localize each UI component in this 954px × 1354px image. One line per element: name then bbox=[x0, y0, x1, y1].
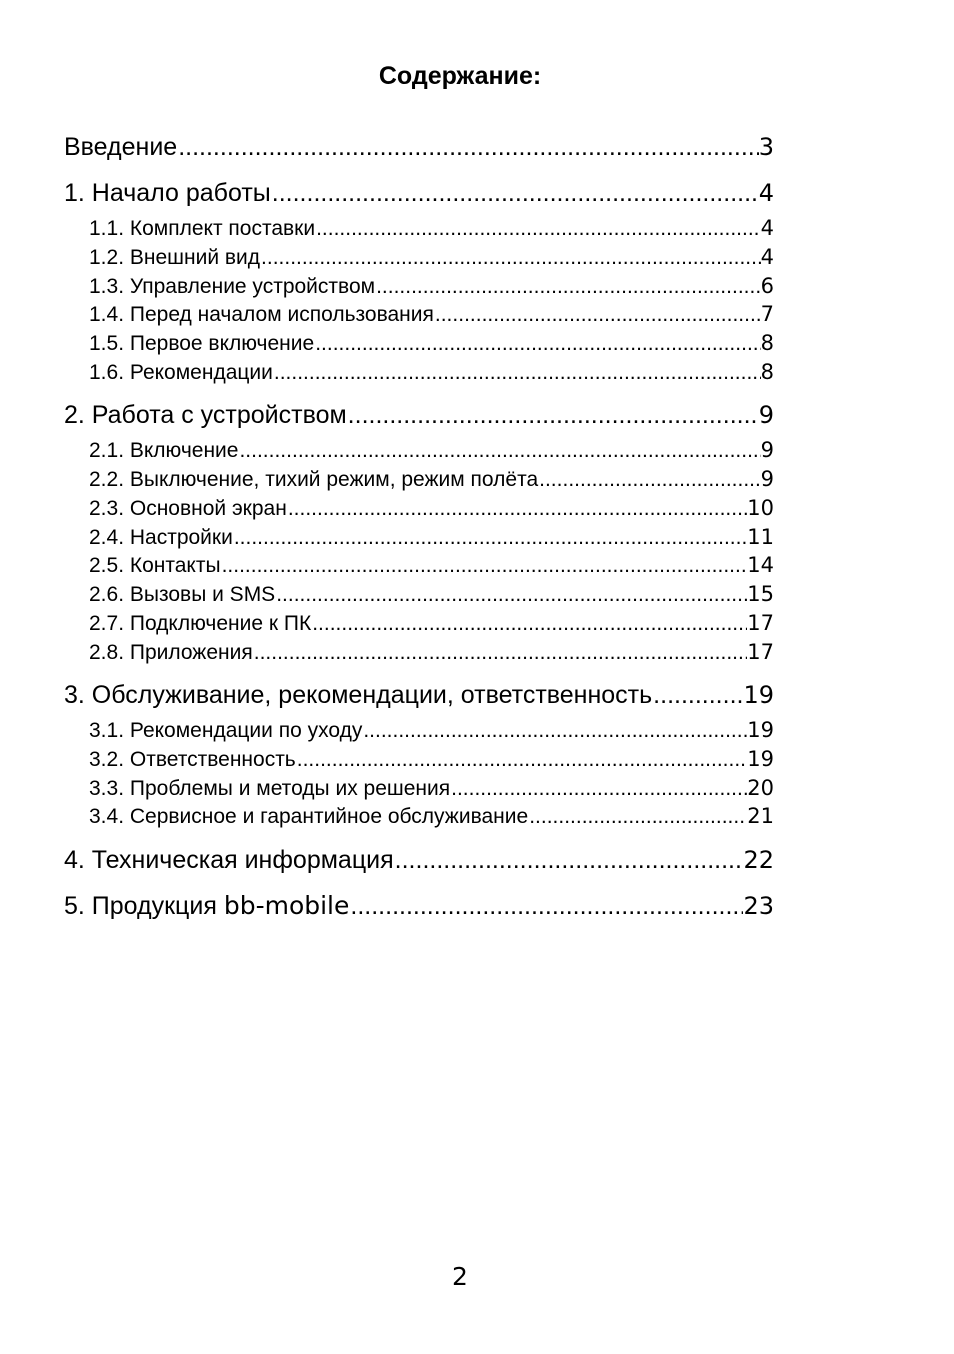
toc-leader-dots bbox=[275, 583, 747, 607]
toc-leader-dots bbox=[362, 719, 747, 743]
toc-entry-page: 19 bbox=[743, 681, 774, 709]
toc-entry-label: 1.1. Комплект поставки bbox=[89, 217, 316, 240]
page-number: 2 bbox=[452, 1262, 468, 1291]
toc-entry-label: 1.4. Перед началом использования bbox=[89, 303, 434, 326]
toc-subentry bbox=[89, 274, 774, 299]
toc-entry-label: 2.2. Выключение, тихий режим, режим полёта bbox=[89, 468, 539, 491]
toc-leader-dots bbox=[221, 554, 748, 578]
toc-entry-page: 9 bbox=[760, 467, 774, 491]
toc-leader-dots bbox=[238, 439, 760, 463]
toc-entry-label: 3.4. Сервисное и гарантийное обслуживание bbox=[89, 805, 529, 828]
toc-subentry bbox=[89, 216, 774, 241]
toc-entry bbox=[64, 179, 774, 208]
toc-subentry bbox=[89, 553, 774, 578]
toc-subentry bbox=[89, 360, 774, 385]
toc-subentry bbox=[89, 525, 774, 550]
toc-subentry bbox=[89, 245, 774, 270]
toc-leader-dots bbox=[296, 748, 748, 772]
toc-entry bbox=[64, 846, 774, 875]
toc-subentry bbox=[89, 747, 774, 772]
toc-subentry bbox=[89, 640, 774, 665]
toc-leader-dots bbox=[347, 401, 759, 430]
toc-leader-dots bbox=[177, 133, 759, 162]
toc-leader-dots bbox=[434, 303, 761, 327]
toc-entry-label: 1.5. Первое включение bbox=[89, 332, 315, 355]
toc-entry-label: 2.6. Вызовы и SMS bbox=[89, 583, 276, 606]
toc-entry-label: 1. Начало работы bbox=[64, 179, 271, 207]
toc-leader-dots bbox=[375, 275, 761, 299]
toc-entry-label: 2.8. Приложения bbox=[89, 641, 253, 664]
toc-entry-label: 1.6. Рекомендации bbox=[89, 361, 273, 384]
toc-leader-dots bbox=[528, 805, 747, 829]
toc-entry bbox=[64, 681, 774, 710]
toc-entry-page: 15 bbox=[747, 582, 774, 606]
toc-entry-label bbox=[64, 891, 349, 921]
toc-entry-page: 4 bbox=[760, 245, 774, 269]
toc-entry-label: 3.1. Рекомендации по уходу bbox=[89, 719, 363, 742]
toc-subentry bbox=[89, 718, 774, 743]
toc-entry-page: 19 bbox=[747, 747, 774, 771]
toc-entry-label-brand: bb-mobile bbox=[223, 891, 350, 920]
toc-leader-dots bbox=[273, 361, 761, 385]
toc-entry-label: 3.2. Ответственность bbox=[89, 748, 296, 771]
toc-leader-dots bbox=[538, 468, 760, 492]
toc-entry-page: 14 bbox=[747, 553, 774, 577]
toc-entry-label: 3. Обслуживание, рекомендации, ответственность bbox=[64, 681, 653, 709]
toc-entry-page: 8 bbox=[760, 360, 774, 384]
toc-entry bbox=[64, 401, 774, 430]
toc-subentry bbox=[89, 611, 774, 636]
toc-leader-dots bbox=[271, 179, 759, 208]
toc-leader-dots bbox=[260, 246, 761, 270]
toc-entry-label: 2.7. Подключение к ПК bbox=[89, 612, 312, 635]
toc-entry-label: 1.3. Управление устройством bbox=[89, 275, 376, 298]
toc-entry-label: Введение bbox=[64, 133, 178, 161]
toc-entry-label: 2.3. Основной экран bbox=[89, 497, 287, 520]
toc-leader-dots bbox=[349, 892, 743, 921]
toc-entry-page: 20 bbox=[747, 776, 774, 800]
toc-entry-page: 8 bbox=[760, 331, 774, 355]
toc-subentry bbox=[89, 331, 774, 356]
toc-entry-page: 21 bbox=[747, 804, 774, 828]
toc-entry-label-prefix: 5. Продукция bbox=[64, 892, 224, 920]
toc-subentry bbox=[89, 776, 774, 801]
toc-entry-page: 9 bbox=[758, 401, 774, 429]
toc-leader-dots bbox=[311, 612, 747, 636]
toc-subentry bbox=[89, 438, 774, 463]
toc-entry-page: 19 bbox=[747, 718, 774, 742]
toc-entry-label: 2. Работа с устройством bbox=[64, 401, 347, 429]
toc-entry bbox=[64, 891, 774, 921]
toc-entry-label: 2.5. Контакты bbox=[89, 554, 221, 577]
toc-entry-page: 22 bbox=[743, 846, 774, 874]
toc-entry-label: 4. Техническая информация bbox=[64, 846, 394, 874]
toc-subentry bbox=[89, 804, 774, 829]
toc-entry-label: 3.3. Проблемы и методы их решения bbox=[89, 777, 451, 800]
toc-entry-page: 10 bbox=[747, 496, 774, 520]
toc-title: Содержание: bbox=[378, 62, 542, 90]
toc-entry-page: 23 bbox=[743, 892, 774, 920]
toc-entry-page: 3 bbox=[758, 133, 774, 161]
toc-entry-page: 17 bbox=[747, 611, 774, 635]
toc-entry-label: 2.4. Настройки bbox=[89, 526, 233, 549]
toc-subentry bbox=[89, 496, 774, 521]
toc-entry-page: 4 bbox=[760, 216, 774, 240]
toc-entry-page: 9 bbox=[760, 438, 774, 462]
toc-leader-dots bbox=[394, 846, 744, 875]
toc-entry-page: 7 bbox=[760, 302, 774, 326]
toc-entry-label: 2.1. Включение bbox=[89, 439, 239, 462]
toc-leader-dots bbox=[315, 217, 761, 241]
toc-subentry bbox=[89, 467, 774, 492]
toc-leader-dots bbox=[450, 777, 747, 801]
toc-leader-dots bbox=[652, 681, 743, 710]
toc-leader-dots bbox=[253, 641, 748, 665]
toc-subentry bbox=[89, 302, 774, 327]
toc-entry bbox=[64, 133, 774, 162]
toc-leader-dots bbox=[233, 526, 747, 550]
toc-entry-label: 1.2. Внешний вид bbox=[89, 246, 261, 269]
toc-leader-dots bbox=[314, 332, 760, 356]
toc-subentry bbox=[89, 582, 774, 607]
toc-entry-page: 4 bbox=[758, 179, 774, 207]
toc-entry-page: 11 bbox=[747, 525, 774, 549]
toc-leader-dots bbox=[287, 497, 747, 521]
toc-entry-page: 6 bbox=[760, 274, 774, 298]
toc-entry-page: 17 bbox=[747, 640, 774, 664]
